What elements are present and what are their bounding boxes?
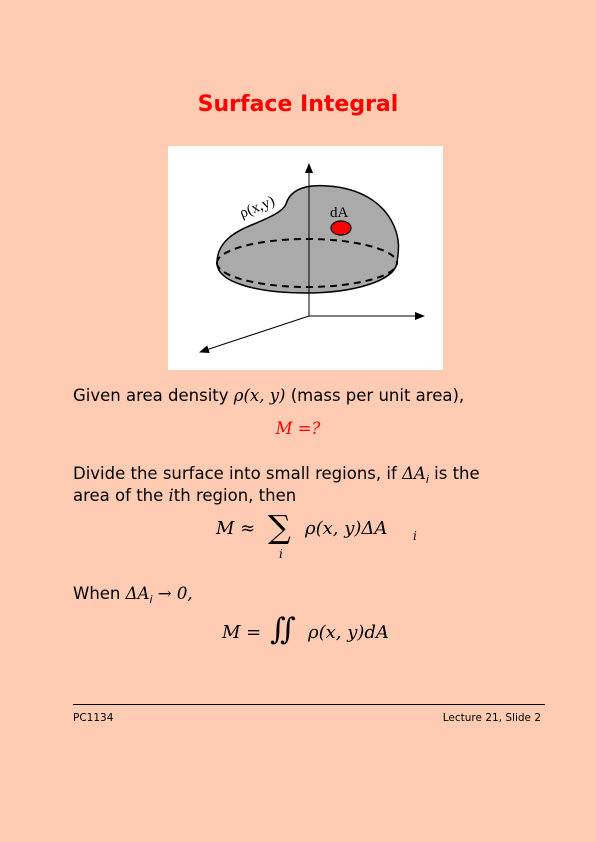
- paragraph-density-after: (mass per unit area),: [285, 386, 465, 405]
- index-i: i: [168, 486, 174, 505]
- divide-line1-after: is the: [428, 464, 480, 483]
- divide-line2-after: th region, then: [173, 486, 297, 505]
- limit-sub: i: [149, 593, 153, 606]
- limit-after: → 0,: [152, 584, 193, 603]
- surface-figure: [168, 146, 443, 370]
- paragraph-density: [73, 385, 464, 407]
- integral-body: ρ(x, y)dA: [308, 622, 389, 643]
- sum-lhs: M ≈: [216, 518, 256, 539]
- density-label: ρ(x,y): [237, 193, 278, 222]
- surface-diagram: [168, 146, 443, 370]
- slide-title: Surface Integral: [197, 92, 399, 117]
- paragraph-limit: [73, 583, 193, 611]
- paragraph-divide-line2: [73, 485, 296, 507]
- divide-line1-before: Divide the surface into small regions, if: [73, 464, 403, 483]
- sum-symbol: ∑: [268, 508, 291, 546]
- footer-course: PC1134: [73, 712, 114, 724]
- limit-text: When: [73, 584, 126, 603]
- limit-expr: ΔA: [125, 584, 150, 603]
- sum-body-sub: i: [413, 529, 417, 543]
- mass-question: M =?: [275, 419, 321, 438]
- delta-a-sub: i: [425, 473, 429, 486]
- x-axis: [200, 316, 309, 352]
- element-label: dA: [330, 205, 349, 221]
- footer-slide-info: Lecture 21, Slide 2: [442, 712, 541, 724]
- sum-body: ρ(x, y)ΔA: [305, 518, 388, 539]
- footer-divider: [73, 704, 545, 705]
- delta-a-expr: ΔA: [402, 464, 426, 483]
- paragraph-density-before: Given area density: [73, 386, 234, 405]
- double-integral-symbol: ∬: [270, 612, 296, 647]
- divide-line2-before: area of the: [73, 486, 169, 505]
- integral-lhs: M =: [222, 622, 262, 643]
- area-element: [331, 221, 351, 235]
- sum-index: i: [279, 547, 283, 561]
- density-expression: ρ(x, y): [233, 386, 286, 405]
